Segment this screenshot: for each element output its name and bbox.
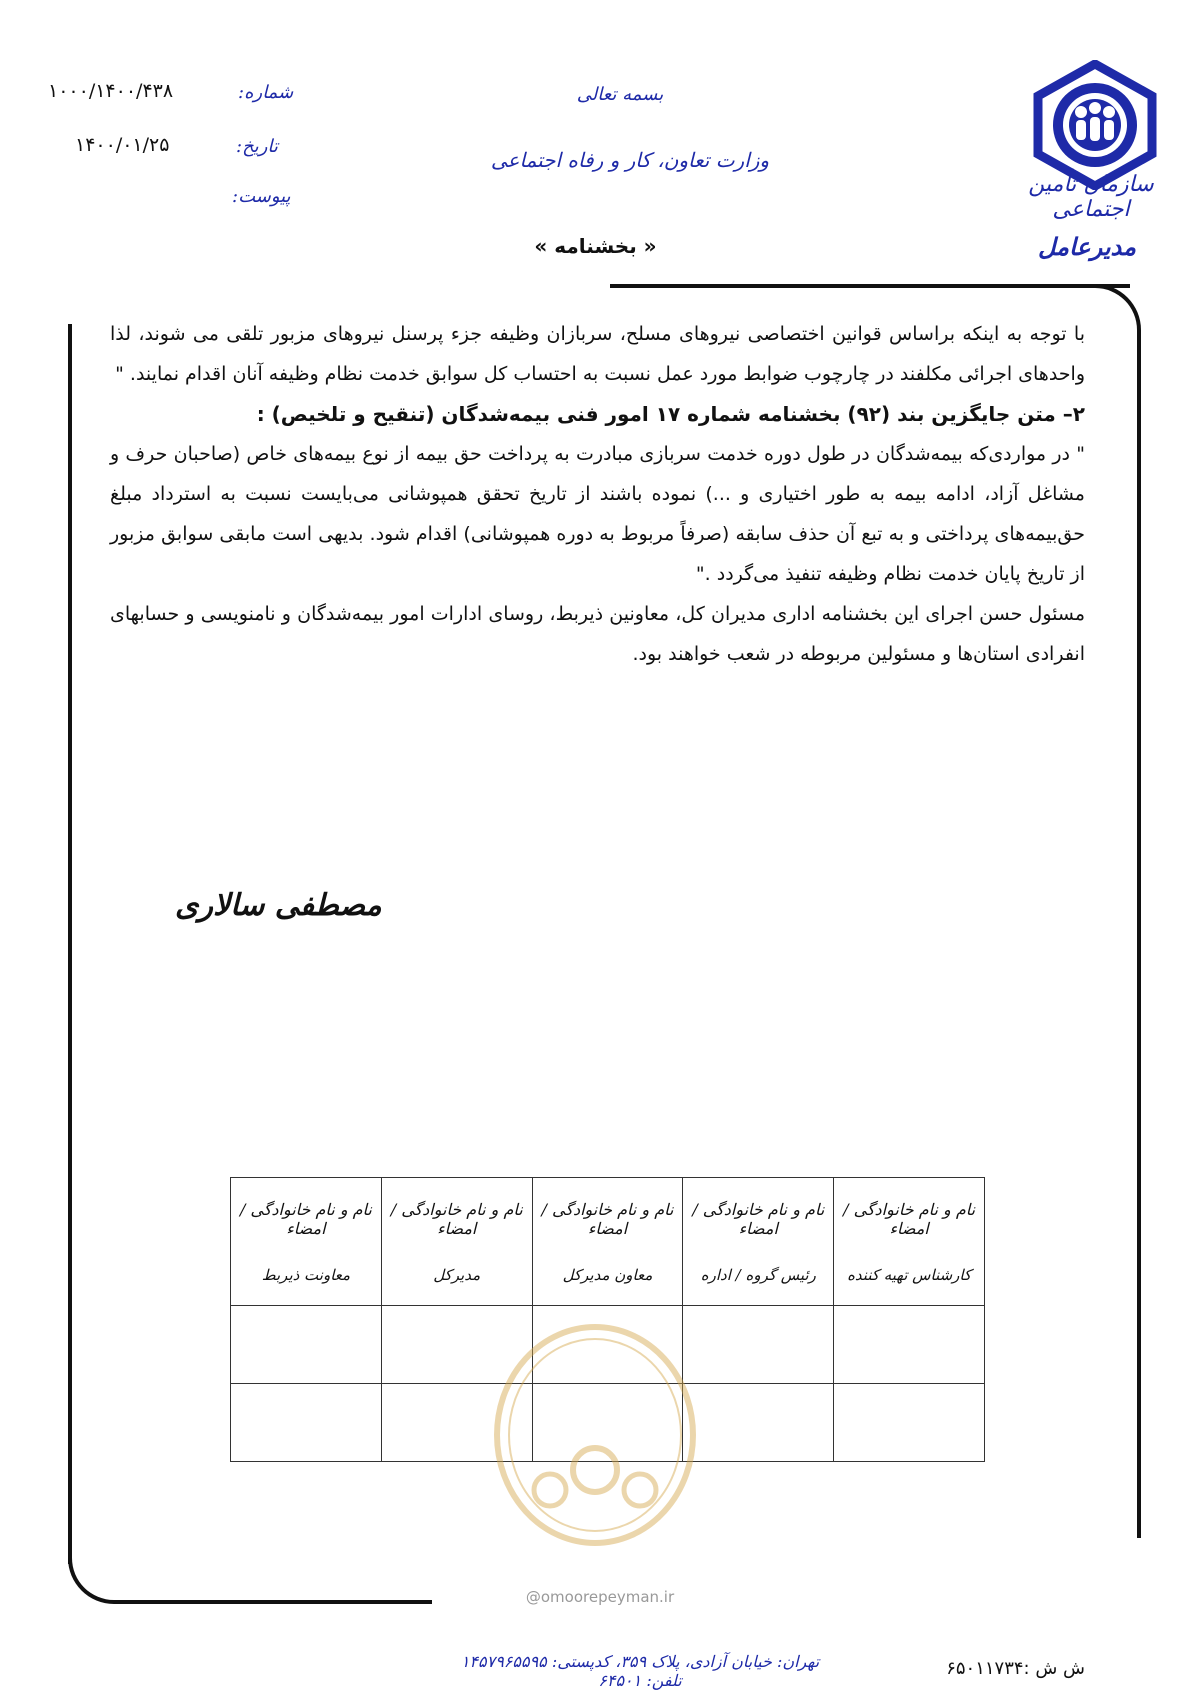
attachment-label: پیوست: bbox=[232, 186, 291, 207]
section-heading-2: ۲– متن جایگزین بند (۹۲) بخشنامه شماره ۱۷ امور فنی بیمه‌شدگان (تنقیح و تلخیص) : bbox=[256, 402, 1085, 426]
signature-cell bbox=[231, 1306, 382, 1384]
date-label: تاریخ: bbox=[236, 136, 278, 157]
paragraph-3: مسئول حسن اجرای این بخشنامه اداری مدیران کل، معاونین ذیربط، روسای ادارات امور بیمه‌شدگان و نامنویسی و حسابهای انفرادی استان‌ها و مسئولین مربوطه در شعب خواهند بود. bbox=[110, 603, 1085, 665]
table-cell: نام و نام خانوادگی / امضاء معاون مدیرکل bbox=[532, 1178, 683, 1306]
table-header-row bbox=[231, 1178, 985, 1306]
circular-body bbox=[110, 314, 1085, 674]
signature-cell bbox=[834, 1384, 985, 1462]
number-label: شماره: bbox=[238, 82, 294, 103]
table-cell: نام و نام خانوادگی / امضاء رئیس گروه / اداره bbox=[683, 1178, 834, 1306]
table-cell: نام و نام خانوادگی / امضاء کارشناس تهیه کننده bbox=[834, 1178, 985, 1306]
organization-name: سازمان تأمین اجتماعی bbox=[1028, 172, 1154, 222]
frame-top-line bbox=[610, 284, 1130, 288]
paragraph-2: " در مواردی‌که بیمه‌شدگان در طول دوره خدمت سربازی مبادرت به پرداخت حق بیمه از نوع بیمه‌های خاص (صاحبان حرف و مشاغل آزاد، ادامه بیمه به طور اختیاری و ...) نموده باشند از تاریخ تحقق همپوشانی می‌بایست نسبت به استرداد مبلغ حق‌بیمه‌های پرداختی و به تبع آن حذف سابقه (صرفاً مربوط به دوره همپوشانی) اقدام شود. بدیهی است مابقی سوابق مزبور از تاریخ پایان خدمت نظام وظیفه تنفیذ می‌گردد ." bbox=[110, 443, 1085, 585]
table-cell: نام و نام خانوادگی / امضاء معاونت ذیربط bbox=[231, 1178, 382, 1306]
organization-logo bbox=[1030, 60, 1160, 190]
footer-address: تهران: خیابان آزادی، پلاک ۳۵۹، کدپستی: ۱۴۵۷۹۶۵۵۹۵ تلفن: ۶۴۵۰۱ bbox=[460, 1652, 820, 1690]
signature-cell bbox=[683, 1384, 834, 1462]
document-title: « بخشنامه » bbox=[534, 234, 657, 258]
date-value: ۱۴۰۰/۰۱/۲۵ bbox=[75, 134, 170, 156]
frame-left-edge bbox=[68, 324, 72, 1564]
watermark-url: @omoorepeyman.ir bbox=[525, 1588, 675, 1606]
signature-cell bbox=[834, 1306, 985, 1384]
bismillah: بسمه تعالی bbox=[576, 84, 664, 105]
signature-cell bbox=[231, 1384, 382, 1462]
frame-corner-bottom-left bbox=[68, 1540, 432, 1604]
table-cell: نام و نام خانوادگی / امضاء مدیرکل bbox=[381, 1178, 532, 1306]
signature-cell bbox=[683, 1306, 834, 1384]
ministry-name: وزارت تعاون، کار و رفاه اجتماعی bbox=[490, 148, 770, 172]
paragraph-1: با توجه به اینکه براساس قوانین اختصاصی نیروهای مسلح، سربازان وظیفه جزء پرسنل نیروهای مزبور تلقی می شوند، لذا واحدهای اجرائی مکلفند در چارچوب ضوابط مورد عمل نسبت به احتساب کل سوابق خدمت نظام وظیفه آنان اقدام نمایند. " bbox=[110, 323, 1085, 385]
watermark-stamp bbox=[490, 1320, 700, 1550]
frame-corner-top-right bbox=[1077, 284, 1141, 1538]
signatory-name: مصطفی سالاری bbox=[175, 888, 382, 923]
number-value: ۱۰۰۰/۱۴۰۰/۴۳۸ bbox=[48, 80, 174, 102]
department-name: مدیرعامل bbox=[1037, 232, 1136, 261]
footer-phone: ش ش :۶۵۰۱۱۷۳۴ bbox=[946, 1658, 1085, 1679]
